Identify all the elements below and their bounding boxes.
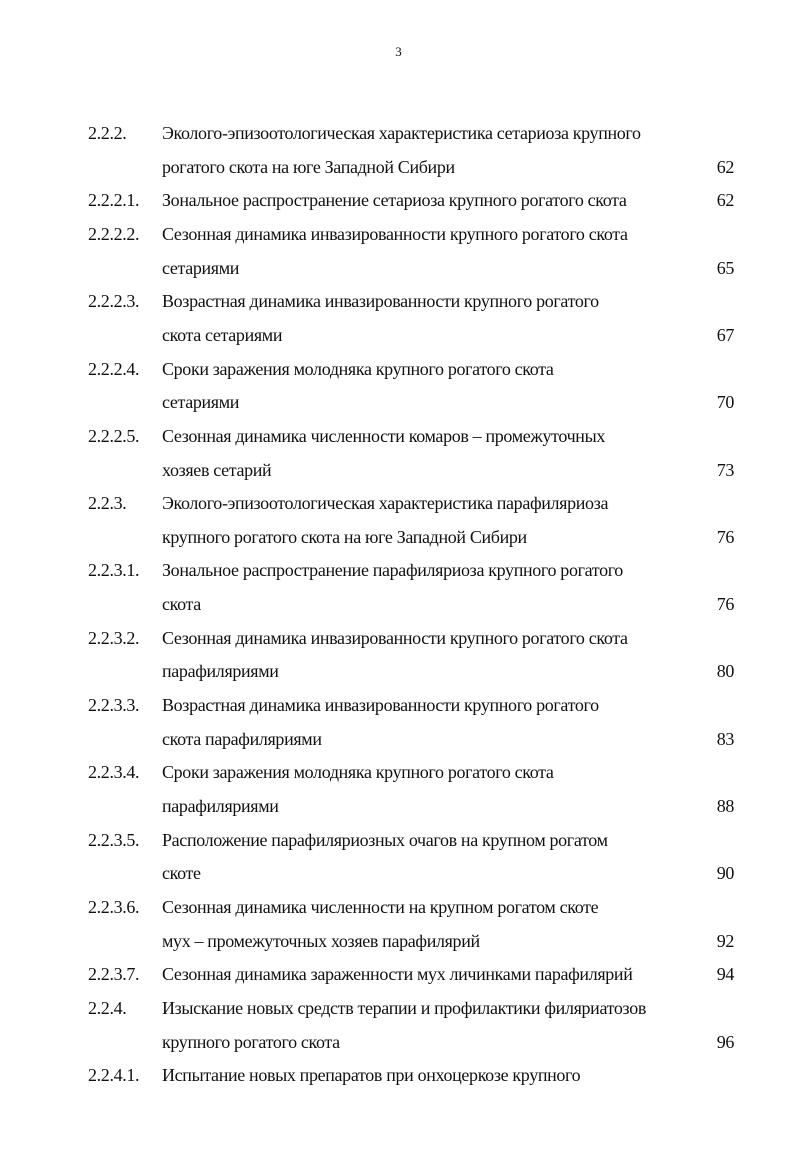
section-number: 2.2.4.1.	[88, 1065, 140, 1086]
section-title: Расположение парафиляриозных очагов на крупном рогатом	[162, 829, 608, 850]
section-title: крупного рогатого скота	[162, 1031, 340, 1052]
toc-line	[0, 929, 797, 953]
section-title: сетариями	[162, 392, 240, 413]
toc-line	[0, 861, 797, 885]
section-number: 2.2.2.	[88, 123, 127, 143]
toc-line	[0, 289, 797, 313]
toc-line	[0, 390, 797, 414]
page-reference: 88	[716, 796, 734, 816]
page-number: 3	[395, 44, 402, 59]
page-reference: 67	[716, 324, 734, 345]
toc-line	[0, 828, 797, 852]
page-reference: 80	[716, 661, 734, 682]
toc-line	[0, 727, 797, 751]
section-title: скота	[162, 594, 201, 615]
section-number: 2.2.3.4.	[88, 762, 140, 783]
toc-line	[0, 558, 797, 582]
section-title: Сроки заражения молодняка крупного рогатого скота	[162, 358, 554, 379]
section-title: парафиляриями	[162, 661, 279, 682]
section-number: 2.2.3.2.	[88, 627, 140, 648]
page-reference: 62	[716, 190, 734, 211]
page-reference: 73	[716, 459, 734, 480]
toc-line	[0, 794, 797, 818]
section-number: 2.2.2.4.	[88, 358, 140, 379]
section-number: 2.2.3.	[88, 493, 127, 514]
toc-line	[0, 357, 797, 381]
section-title: Испытание новых препаратов при онхоцеркозе крупного	[162, 1065, 581, 1086]
section-title: Эколого-эпизоотологическая характеристика парафиляриоза	[162, 493, 609, 514]
toc-line	[0, 592, 797, 616]
toc-line	[0, 760, 797, 784]
toc-line	[0, 1030, 797, 1054]
page-reference: 76	[716, 594, 734, 615]
section-number: 2.2.2.3.	[88, 291, 140, 312]
toc-line	[0, 121, 797, 145]
toc-line	[0, 491, 797, 515]
toc-line	[0, 895, 797, 919]
section-title: парафиляриями	[162, 796, 279, 816]
section-number: 2.2.3.6.	[88, 896, 140, 917]
page-reference: 90	[716, 863, 734, 884]
section-title: рогатого скота на юге Западной Сибири	[162, 156, 455, 177]
section-number: 2.2.2.5.	[88, 425, 140, 446]
toc-line	[0, 1063, 797, 1087]
section-title: Сроки заражения молодняка крупного рогатого скота	[162, 762, 554, 783]
page-reference: 94	[716, 964, 734, 985]
section-title: хозяев сетарий	[162, 459, 272, 480]
toc-line	[0, 188, 797, 212]
section-title: сетариями	[162, 257, 240, 278]
page-reference: 65	[716, 257, 734, 278]
toc-line	[0, 256, 797, 280]
section-number: 2.2.3.3.	[88, 695, 140, 716]
section-title: Сезонная динамика инвазированности крупного рогатого скота	[162, 223, 628, 244]
toc-line	[0, 996, 797, 1020]
section-title: Сезонная динамика численности комаров – промежуточных	[162, 425, 605, 446]
section-title: Зональное распространение сетариоза крупного рогатого скота	[162, 190, 627, 211]
section-title: Эколого-эпизоотологическая характеристика сетариоза крупного	[162, 123, 641, 143]
section-title: скота сетариями	[162, 324, 283, 345]
toc-line	[0, 222, 797, 246]
section-title: крупного рогатого скота на юге Западной Сибири	[162, 526, 527, 547]
section-number: 2.2.3.7.	[88, 964, 140, 985]
section-title: скота парафиляриями	[162, 728, 322, 749]
section-title: Сезонная динамика зараженности мух личинками парафилярий	[162, 964, 633, 985]
page-reference: 62	[716, 156, 734, 177]
section-number: 2.2.3.1.	[88, 560, 140, 581]
section-title: Сезонная динамика численности на крупном рогатом скоте	[162, 896, 599, 917]
page-reference: 70	[716, 392, 734, 413]
section-number: 2.2.3.5.	[88, 829, 140, 850]
section-title: Возрастная динамика инвазированности крупного рогатого	[162, 695, 599, 716]
section-title: Сезонная динамика инвазированности крупного рогатого скота	[162, 627, 628, 648]
section-number: 2.2.4.	[88, 997, 127, 1018]
page-reference: 83	[716, 728, 734, 749]
toc-line	[0, 323, 797, 347]
toc-line	[0, 693, 797, 717]
section-title: Возрастная динамика инвазированности крупного рогатого	[162, 291, 599, 312]
section-title: Зональное распространение парафиляриоза крупного рогатого	[162, 560, 623, 581]
toc-line	[0, 962, 797, 986]
toc-line	[0, 458, 797, 482]
toc-line	[0, 155, 797, 179]
toc-line	[0, 659, 797, 683]
section-title: скоте	[162, 863, 201, 884]
section-title: мух – промежуточных хозяев парафилярий	[162, 930, 480, 951]
toc-line	[0, 424, 797, 448]
toc-line	[0, 525, 797, 549]
toc-line	[0, 626, 797, 650]
page-reference: 96	[716, 1031, 734, 1052]
section-title: Изыскание новых средств терапии и профилактики филяриатозов	[162, 997, 647, 1018]
page-reference: 92	[716, 930, 734, 951]
page-reference: 76	[716, 526, 734, 547]
section-number: 2.2.2.2.	[88, 223, 140, 244]
section-number: 2.2.2.1.	[88, 190, 140, 211]
